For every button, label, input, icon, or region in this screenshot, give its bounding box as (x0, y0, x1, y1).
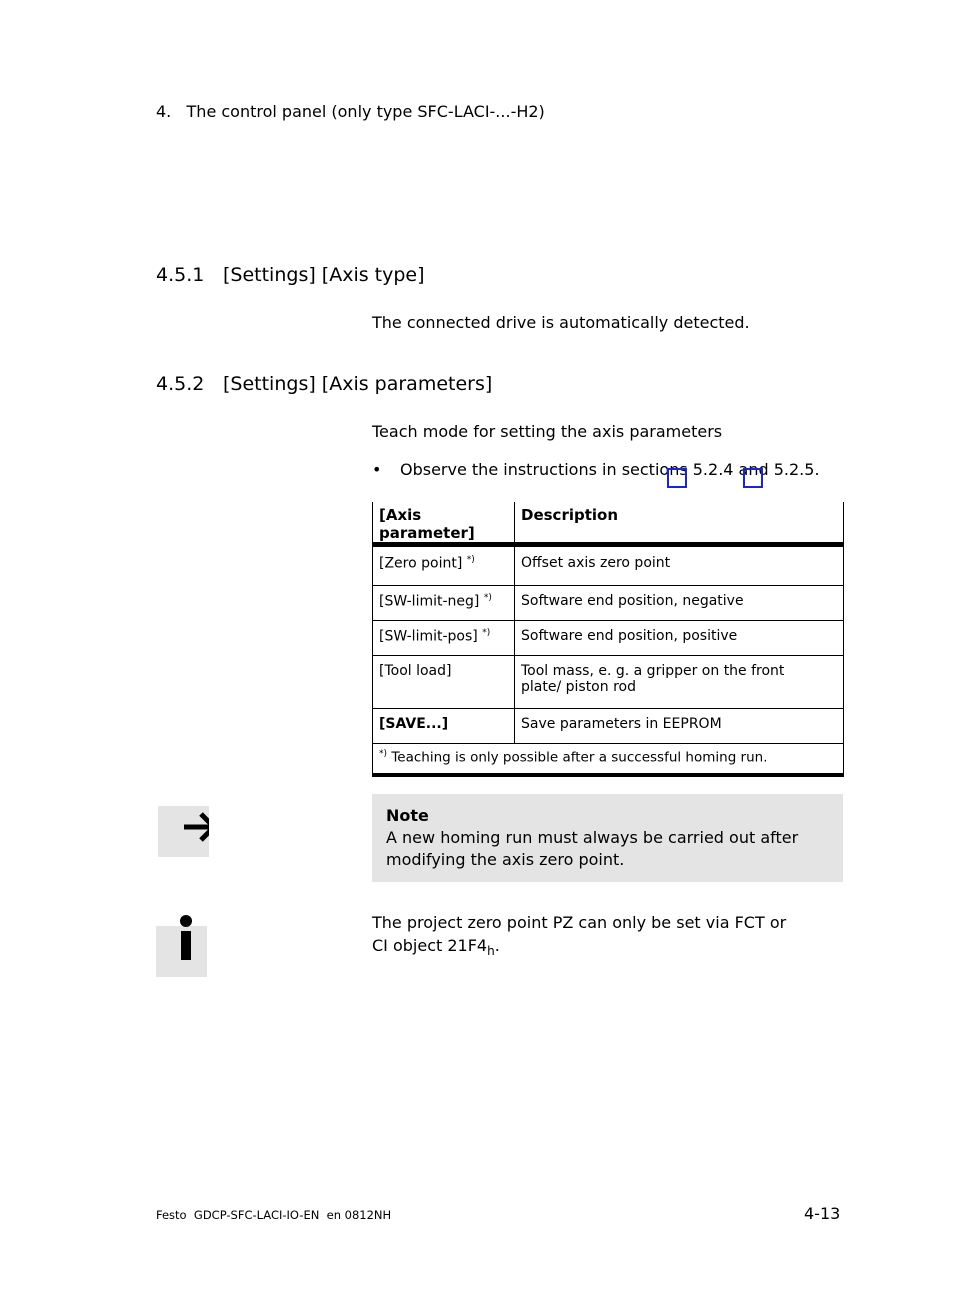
footer-document-id: Festo GDCP-SFC-LACI-IO-EN en 0812NH (156, 1208, 392, 1222)
table-row (373, 709, 844, 744)
bullet-dot: • (372, 460, 382, 479)
info-icon-svg (156, 926, 207, 977)
running-header: 4. The control panel (only type SFC-LACI-...-H2) (156, 102, 545, 121)
axis-parameter-table (372, 502, 844, 777)
param-cell (373, 656, 515, 709)
note-text: A new homing run must always be carried out after modifying the axis zero point. (386, 828, 799, 869)
section-heading-451 (156, 264, 425, 286)
desc-cell: Software end position, negative (515, 586, 844, 621)
param-name: [Zero point] (379, 555, 463, 572)
desc-cell: Tool mass, e. g. a gripper on the front plate/ piston rod (515, 656, 844, 709)
table-header-description: Description (515, 502, 844, 545)
param-cell (373, 621, 515, 656)
note-title: Note (386, 806, 429, 825)
section-title: [Settings] [Axis parameters] (223, 373, 493, 395)
desc-cell: Offset axis zero point (515, 545, 844, 586)
section-number: 4.5.2 (156, 373, 205, 395)
info-icon (156, 926, 207, 977)
info-body: The project zero point PZ can only be set via FCT or CI object 21F4 (372, 913, 787, 955)
footnote-marker: *) (483, 593, 492, 603)
section-heading-452 (156, 373, 492, 395)
info-suffix: . (494, 936, 500, 955)
teach-mode-text: Teach mode for setting the axis parameters (372, 422, 723, 441)
section-number: 4.5.1 (156, 264, 205, 286)
table-footnote (373, 744, 844, 776)
page-number: 4-13 (804, 1204, 841, 1223)
footnote-text: Teaching is only possible after a successful homing run. (391, 749, 768, 766)
table-row (373, 656, 844, 709)
arrow-right-icon (158, 806, 209, 857)
info-subscript: h (487, 944, 495, 959)
param-name: [SAVE...] (379, 716, 449, 732)
table-footnote-row (373, 744, 844, 776)
link-section-525[interactable] (743, 468, 763, 488)
section-title: [Settings] [Axis type] (223, 264, 425, 286)
footnote-marker: *) (379, 749, 388, 759)
param-cell (373, 586, 515, 621)
param-cell (373, 545, 515, 586)
param-cell (373, 709, 515, 744)
param-name: [SW-limit-pos] (379, 628, 478, 645)
info-text (372, 911, 802, 963)
arrow-right-icon-svg (158, 806, 209, 857)
desc-cell: Save parameters in EEPROM (515, 709, 844, 744)
note-box (372, 794, 843, 882)
bullet-text: Observe the instructions in sections 5.2.4 and 5.2.5. (400, 460, 820, 479)
param-name: [SW-limit-neg] (379, 593, 480, 610)
param-name: [Tool load] (379, 663, 452, 679)
table-row (373, 545, 844, 586)
footnote-marker: *) (482, 628, 491, 638)
link-section-524[interactable] (667, 468, 687, 488)
table-row (373, 586, 844, 621)
table-row (373, 621, 844, 656)
desc-cell: Software end position, positive (515, 621, 844, 656)
table-header-parameter: [Axis parameter] (373, 502, 515, 545)
footnote-marker: *) (466, 555, 475, 565)
axis-type-text: The connected drive is automatically detected. (372, 313, 750, 332)
